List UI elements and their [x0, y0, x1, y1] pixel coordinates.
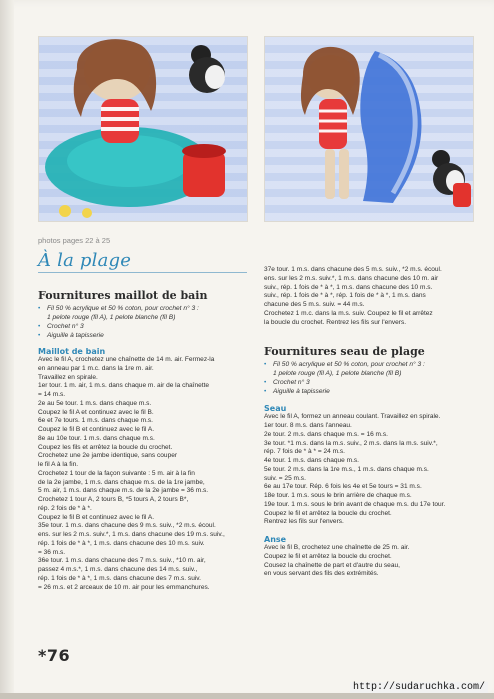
photo-doll-in-pool — [38, 36, 248, 222]
anse-subhead: Anse — [264, 535, 287, 544]
seau-supplies-list — [264, 360, 474, 396]
maillot-instructions-left: Avec le fil A, crochetez une chaînette de 14 m. air. Fermez-la en anneau par 1 m.c. dans la 1re m. air. Travaillez en spirale. 1er tour. 1 m. air, 1 m.s. dans chaque m. air de la chaînette = 14 m.s. 2e au 5e tour. 1 m.s. dans chaque m.s. Coupez le fil A et continuez avec le fil B. 6e et 7e tours. 1 m.s. dans chaque m.s. Coupez le fil B et continuez avec le fil A. 8e au 10e tour. 1 m.s. dans chaque m.s. Coupez les fils et arrêtez la boucle du crochet. Crochetez une 2e jambe identique, sans couper le fil A à la fin. Crochetez 1 tour de la façon suivante : 5 m. air à la fin de la 2e jambe, 1 m.s. dans chaque m.s. de la 1re jambe, 5 m. air, 1 m.s. dans chaque m.s. de la 2e jambe = 36 m.s. Crochetez 1 tour A, 2 tours B, *5 tours A, 2 tours B*, rép. 2 fois de * à *. Coupez le fil B et continuez avec le fil A. 35e tour. 1 m.s. dans chacune des 9 m.s. suiv., *2 m.s. écoul. ens. sur les 2 m.s. suiv.*, 1 m.s. dans chacune des 19 m.s. suiv., rép. 1 fois de * à *, 1 m.s. dans chacune des 10 m.s. suiv. = 36 m.s. 36e tour. 1 m.s. dans chacune des 7 m.s. suiv., *10 m. air, passez 4 m.s.*, 1 m.s. dans chacune des 14 m.s. suiv., rép. 1 fois de * à *, 1 m.s. dans chacune des 7 m.s. suiv. = 26 m.s. et 2 arceaux de 10 m. air pour les emmanchures. — [38, 356, 225, 591]
photos-caption: photos pages 22 à 25 — [38, 236, 111, 245]
page-gutter — [0, 0, 14, 699]
maillot-supply-item: • Aiguille à tapisserie — [38, 331, 250, 340]
seau-supplies-title: Fournitures seau de plage — [264, 345, 425, 359]
page-number-text: *76 — [38, 646, 71, 665]
anse-instructions: Avec le fil B, crochetez une chaînette de 25 m. air. Coupez le fil et arrêtez la boucle du crochet. Cousez la chaînette de part et d'autre du seau, en vous servant des fils des extrémités. — [264, 544, 410, 578]
bottom-strip — [0, 693, 494, 699]
page-number — [38, 646, 70, 665]
photo-doll-standing — [264, 36, 474, 222]
doll-pool-illustration — [39, 37, 247, 221]
maillot-supplies-title: Fournitures maillot de bain — [38, 289, 208, 302]
source-watermark: http://sudaruchka.com/ — [350, 682, 488, 693]
maillot-supply-item: • Fil 50 % acrylique et 50 % coton, pour crochet n° 3 : 1 pelote rouge (fil A), 1 pelote blanche (fil B) — [38, 304, 250, 322]
seau-supply-item: • Fil 50 % acrylique et 50 % coton, pour crochet n° 3 : 1 pelote rouge (fil A), 1 pelote blanche (fil B) — [264, 360, 474, 378]
right-column — [264, 266, 474, 579]
maillot-supply-item: • Crochet n° 3 — [38, 322, 250, 331]
section-title-underline — [38, 272, 247, 273]
seau-subhead: Seau — [264, 404, 287, 414]
seau-supply-item: • Crochet n° 3 — [264, 378, 474, 387]
section-title: À la plage — [38, 250, 132, 271]
maillot-subhead: Maillot de bain — [38, 347, 106, 356]
maillot-instructions-right: 37e tour. 1 m.s. dans chacune des 5 m.s. suiv., *2 m.s. écoul. ens. sur les 2 m.s. suiv.*, 1 m.s. dans chacune des 10 m. air suiv., rép. 1 fois de * à *, 1 m.s. dans chacune des 10 m.s. suiv., rép. 1 fois de * à *, rép. 1 fois de * à *, 1 m.s. dans chacune des 5 m.s. suiv. = 44 m.s. Crochetez 1 m.c. dans la m.s. suiv. Coupez le fil et arrêtez la boucle du crochet. Rentrez les fils sur l'envers. — [264, 266, 442, 326]
seau-supply-item: • Aiguille à tapisserie — [264, 387, 474, 396]
seau-instructions: Avec le fil A, formez un anneau coulant. Travaillez en spirale. 1er tour. 8 m.s. dans l'anneau. 2e tour. 2 m.s. dans chaque m.s. = 16 m.s. 3e tour. *1 m.s. dans la m.s. suiv., 2 m.s. dans la m.s. suiv.*, rép. 7 fois de * à * = 24 m.s. 4e tour. 1 m.s. dans chaque m.s. 5e tour. 2 m.s. dans la 1re m.s., 1 m.s. dans chaque m.s. suiv. = 25 m.s. 6e au 17e tour. Rép. 6 fois les 4e et 5e tours = 31 m.s. 18e tour. 1 m.s. sous le brin arrière de chaque m.s. 19e tour. 1 m.s. sous le brin avant de chaque m.s. du 17e tour. Coupez le fil et arrêtez la boucle du crochet. Rentrez les fils sur l'envers. — [264, 413, 446, 526]
left-column — [38, 289, 250, 592]
maillot-supplies-list — [38, 304, 250, 340]
doll-standing-illustration — [265, 37, 473, 221]
